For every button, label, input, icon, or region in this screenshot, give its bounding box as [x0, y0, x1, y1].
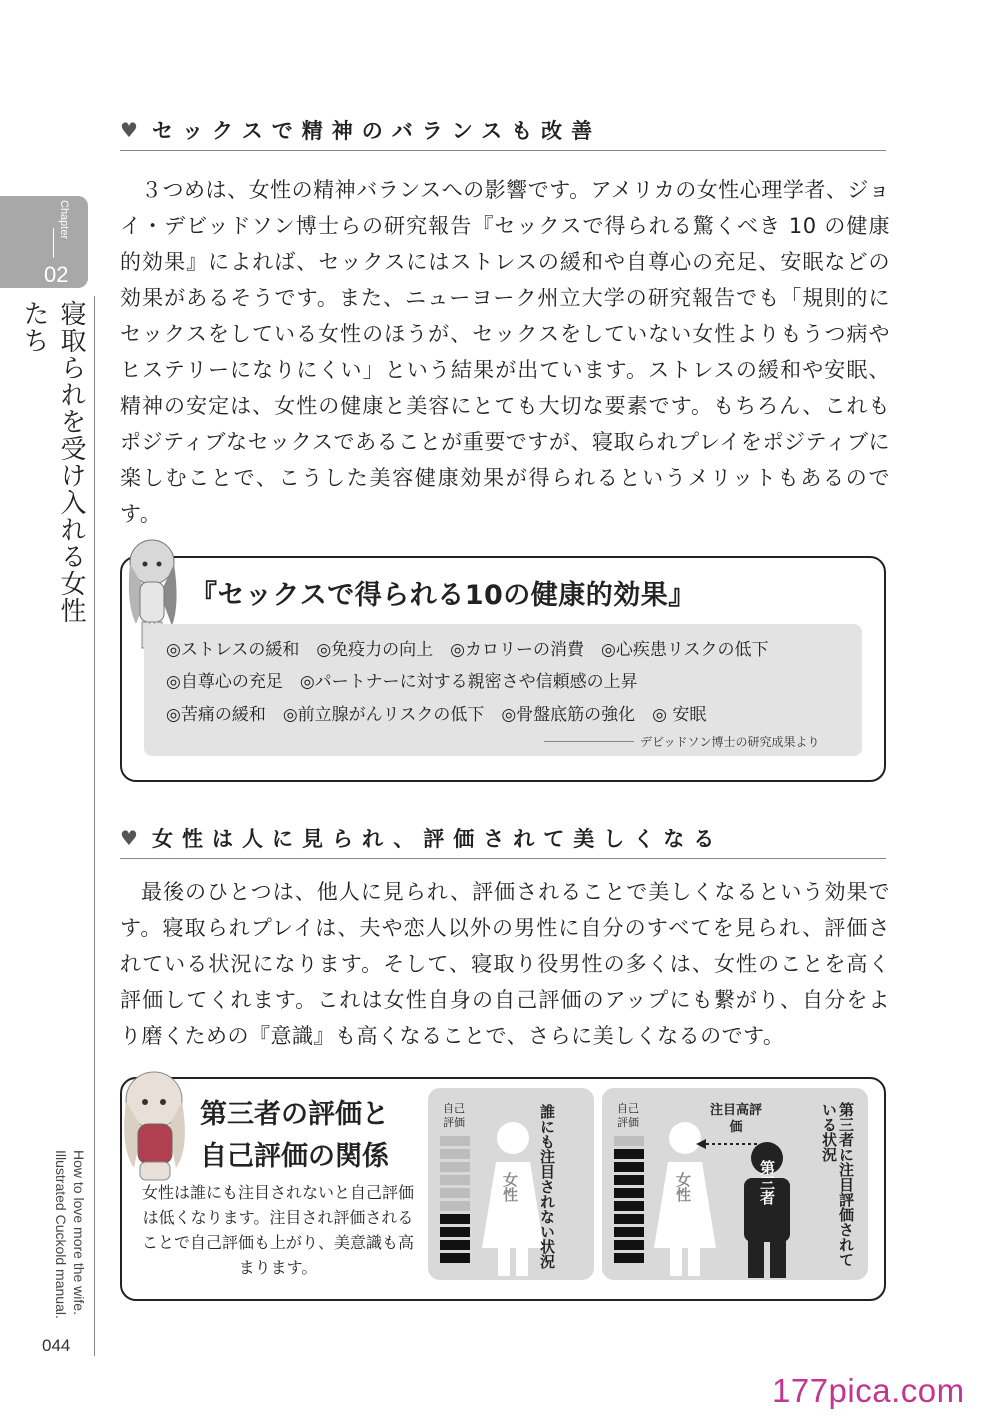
- meter-bar: [440, 1253, 470, 1263]
- page-number: 044: [42, 1336, 71, 1355]
- meter-bar: [614, 1149, 644, 1159]
- english-subtitle-line1: How to love more the wife.: [71, 1150, 87, 1315]
- evaluation-title-line2: 自己評価の関係: [200, 1141, 389, 1172]
- section2-body: 最後のひとつは、他人に見られ、評価されることで美しくなるという効果です。寝取られプレイは、夫や恋人以外の男性に自分のすべてを見られ、評価されている状況になります。そして、寝取り役男性の多くは、女性のことを高く評価してくれます。これは女性自身の自己評価のアップにも繋がり、自分をより磨くための『意識』も高くなることで、さらに美しくなるのです。: [120, 880, 890, 1048]
- meter-bar: [614, 1253, 644, 1263]
- third-party-label: 第三者: [758, 1160, 776, 1205]
- section2-heading-text: 女性は人に見られ、評価されて美しくなる: [152, 827, 724, 851]
- meter-bar: [614, 1188, 644, 1198]
- meter-bar: [614, 1227, 644, 1237]
- meter-bar: [614, 1214, 644, 1224]
- sidebar-rule: [94, 296, 95, 1356]
- chibi-girl-illustration: [114, 1068, 196, 1188]
- self-evaluation-label: 自己評価: [443, 1102, 465, 1129]
- english-subtitle-line2: Illustrated Cuckold manual.: [53, 1150, 69, 1319]
- source-note: デビッドソン博士の研究成果より: [640, 735, 820, 749]
- meter-bar: [614, 1175, 644, 1185]
- evaluation-title-line1: 第三者の評価と: [200, 1099, 389, 1130]
- unnoticed-caption: 誰にも注目されない状況: [538, 1104, 556, 1269]
- woman-label: 女性: [674, 1172, 692, 1202]
- woman-label: 女性: [501, 1172, 519, 1202]
- evaluation-description: 女性は誰にも注目されないと自己評価は低くなります。注目され評価されることで自己評価も上がり、美意識も高まります。: [141, 1183, 414, 1277]
- section1-heading-text: セックスで精神のバランスも改善: [152, 119, 602, 143]
- attention-arrow-icon: [696, 1138, 760, 1150]
- chapter-number: 02: [44, 262, 69, 287]
- meter-bar: [440, 1214, 470, 1224]
- chapter-label: Chapter: [58, 200, 70, 240]
- health-effects-line2: ◎自尊心の充足 ◎パートナーに対する親密さや信頼感の上昇: [166, 672, 638, 692]
- meter-bar: [614, 1136, 644, 1146]
- meter-bar: [614, 1162, 644, 1172]
- meter-bar: [614, 1201, 644, 1211]
- self-evaluation-label: 自己評価: [617, 1102, 639, 1129]
- self-evaluation-meter: [440, 1136, 470, 1270]
- self-evaluation-meter: [614, 1136, 644, 1270]
- source-rule: [544, 741, 634, 742]
- health-effects-title: 『セックスで得られる10の健康的効果』: [190, 580, 696, 611]
- meter-bar: [614, 1240, 644, 1250]
- chapter-vertical-title: 寝取られを受け入れる女性たち: [19, 300, 86, 624]
- meter-bar: [440, 1162, 470, 1172]
- meter-bar: [440, 1201, 470, 1211]
- health-effects-line1: ◎ストレスの緩和 ◎免疫力の向上 ◎カロリーの消費 ◎心疾患リスクの低下: [166, 640, 769, 660]
- section1-body: ３つめは、女性の精神バランスへの影響です。アメリカの女性心理学者、ジョイ・デビッドソン博士らの研究報告『セックスで得られる驚くべき 10 の健康的効果』によれば、セックスにはストレスの緩和や自尊心の充足、安眠などの効果があるそうです。また、ニューヨーク州立大学の研究報告でも「規則的にセックスをしている女性のほうが、セックスをしていない女性よりもうつ病やヒステリーになりにくい」という結果が出ています。ストレスの緩和や安眠、精神の安定は、女性の健康と美容にとても大切な要素です。もちろん、これもポジティブなセックスであることが重要ですが、寝取られプレイをポジティブに楽しむことで、こうした美容健康効果が得られるというメリットもあるのです。: [120, 178, 890, 526]
- heart-icon: ♥: [120, 118, 138, 142]
- meter-bar: [440, 1175, 470, 1185]
- meter-bar: [440, 1240, 470, 1250]
- watermark: 177pica.com: [772, 1372, 965, 1409]
- section1-heading: [120, 110, 886, 151]
- attention-label: 注目高評価: [709, 1103, 762, 1135]
- section2-heading: [120, 818, 886, 859]
- meter-bar: [440, 1227, 470, 1237]
- english-subtitle: [44, 1150, 88, 1350]
- health-effects-line3: ◎苦痛の緩和 ◎前立腺がんリスクの低下 ◎骨盤底筋の強化 ◎ 安眠: [166, 705, 707, 725]
- meter-bar: [440, 1149, 470, 1159]
- meter-bar: [440, 1188, 470, 1198]
- noticed-caption: 第三者に注目評価されている状況: [820, 1102, 855, 1267]
- chapter-divider: [53, 228, 54, 258]
- meter-bar: [440, 1136, 470, 1146]
- heart-icon: ♥: [120, 826, 138, 850]
